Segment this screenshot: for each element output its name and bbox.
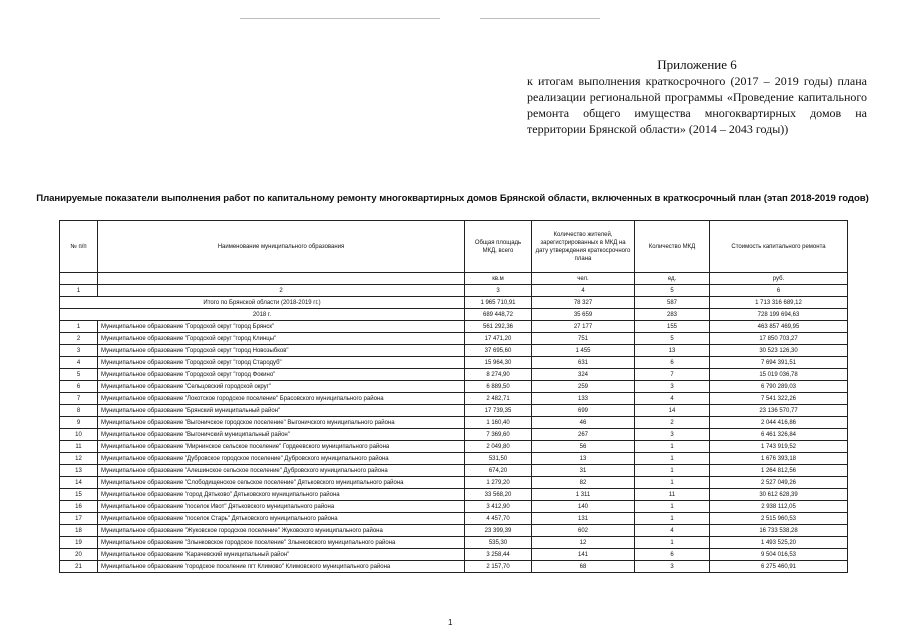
row-count: 1 [635,513,710,525]
row-area: 674,20 [465,465,532,477]
row-residents: 68 [532,561,635,573]
row-number: 21 [60,561,98,573]
row-area: 15 964,30 [465,357,532,369]
row-area: 17 739,35 [465,405,532,417]
col-number: 6 [710,285,848,297]
row-number: 16 [60,501,98,513]
row-cost: 1 743 919,52 [710,441,848,453]
row-cost: 463 857 469,95 [710,321,848,333]
row-area: 17 471,20 [465,333,532,345]
row-cost: 2 527 049,26 [710,477,848,489]
row-area: 3 412,90 [465,501,532,513]
col-number: 3 [465,285,532,297]
row-area: 3 258,44 [465,549,532,561]
row-residents: 12 [532,537,635,549]
col-header-residents: Количество жителей, зарегистрированных в МКД на дату утверждения краткосрочного плана [532,221,635,273]
total-cost: 1 713 316 689,12 [710,297,848,309]
row-cost: 2 515 960,53 [710,513,848,525]
row-name: Муниципальное образование "Выгоничское городское поселение" Выгоничского муниципального района [98,417,465,429]
table-row [60,321,848,333]
row-count: 2 [635,417,710,429]
row-name: Муниципальное образование "Дубровское городское поселение" Дубровского муниципального района [98,453,465,465]
col-number: 5 [635,285,710,297]
appendix-block [527,57,867,137]
row-cost: 7 541 322,26 [710,393,848,405]
row-count: 6 [635,357,710,369]
row-area: 531,50 [465,453,532,465]
unit-cell: кв.м [465,273,532,285]
row-number: 9 [60,417,98,429]
row-cost: 9 504 016,53 [710,549,848,561]
unit-cell [60,273,98,285]
row-number: 1 [60,321,98,333]
row-cost: 1 264 812,56 [710,465,848,477]
row-cost: 23 136 570,77 [710,405,848,417]
table-row [60,441,848,453]
row-number: 12 [60,453,98,465]
row-area: 1 160,40 [465,417,532,429]
row-cost: 6 461 326,84 [710,429,848,441]
row-area: 37 695,60 [465,345,532,357]
row-name: Муниципальное образование "городское поселение пгт Климово" Климовского муниципального района [98,561,465,573]
year-residents: 35 659 [532,309,635,321]
total-area: 1 965 710,91 [465,297,532,309]
row-count: 1 [635,477,710,489]
row-count: 3 [635,381,710,393]
col-number: 2 [98,285,465,297]
unit-cell: ед. [635,273,710,285]
row-number: 11 [60,441,98,453]
row-residents: 140 [532,501,635,513]
row-name: Муниципальное образование "Слободищенское сельское поселение" Дятьковского муниципального района [98,477,465,489]
row-name: Муниципальное образование "Городской округ "город Клинцы" [98,333,465,345]
row-count: 3 [635,429,710,441]
row-area: 33 568,20 [465,489,532,501]
scan-artifact [480,18,600,19]
row-count: 1 [635,453,710,465]
row-name: Муниципальное образование "Брянский муниципальный район" [98,405,465,417]
row-count: 1 [635,465,710,477]
row-count: 14 [635,405,710,417]
row-residents: 46 [532,417,635,429]
row-cost: 16 733 538,28 [710,525,848,537]
row-residents: 82 [532,477,635,489]
row-area: 2 482,71 [465,393,532,405]
row-area: 4 457,70 [465,513,532,525]
col-header-number: № п/п [60,221,98,273]
row-area: 1 279,20 [465,477,532,489]
row-name: Муниципальное образование "Злынковское городское поселение" Злынковского муниципального района [98,537,465,549]
row-cost: 6 790 289,03 [710,381,848,393]
table-row [60,501,848,513]
row-number: 3 [60,345,98,357]
row-residents: 56 [532,441,635,453]
table-row [60,465,848,477]
row-residents: 631 [532,357,635,369]
row-area: 2 049,80 [465,441,532,453]
col-header-count: Количество МКД [635,221,710,273]
column-numbers-row [60,285,848,297]
row-cost: 30 523 126,30 [710,345,848,357]
row-number: 15 [60,489,98,501]
row-name: Муниципальное образование "Городской округ "город Фокино" [98,369,465,381]
row-residents: 1 455 [532,345,635,357]
row-number: 6 [60,381,98,393]
row-cost: 2 044 416,86 [710,417,848,429]
row-cost: 30 612 628,39 [710,489,848,501]
row-name: Муниципальное образование "Мирнинское сельское поселение" Гордеевского муниципального района [98,441,465,453]
table-row [60,345,848,357]
col-header-area: Общая площадь МКД, всего [465,221,532,273]
table-row [60,489,848,501]
row-number: 13 [60,465,98,477]
row-number: 18 [60,525,98,537]
row-area: 8 274,90 [465,369,532,381]
row-residents: 27 177 [532,321,635,333]
table-row [60,513,848,525]
row-cost: 15 019 036,78 [710,369,848,381]
row-cost: 7 694 391,51 [710,357,848,369]
row-name: Муниципальное образование "Алешинское сельское поселение" Дубровского муниципального района [98,465,465,477]
col-header-name: Наименование муниципального образования [98,221,465,273]
row-residents: 141 [532,549,635,561]
row-name: Муниципальное образование "Городской округ "город Брянск" [98,321,465,333]
table-row [60,369,848,381]
row-name: Муниципальное образование "Сельцовский городской округ" [98,381,465,393]
row-cost: 2 938 112,05 [710,501,848,513]
appendix-text: к итогам выполнения краткосрочного (2017 – 2019 годы) плана реализации региональной программы «Проведение капитального ремонта общего имущества многоквартирных домов на территории Брянской области» (2014 – 2043 годы)) [527,74,867,136]
row-number: 7 [60,393,98,405]
table-row [60,393,848,405]
table-row [60,429,848,441]
row-number: 14 [60,477,98,489]
year-row [60,309,848,321]
table-row [60,381,848,393]
page-number: 1 [448,618,453,627]
table-row [60,453,848,465]
row-residents: 1 311 [532,489,635,501]
table-row [60,477,848,489]
col-number: 4 [532,285,635,297]
row-count: 6 [635,549,710,561]
row-residents: 751 [532,333,635,345]
row-residents: 133 [532,393,635,405]
table-row [60,525,848,537]
table-row [60,357,848,369]
year-label: 2018 г. [60,309,465,321]
row-residents: 131 [532,513,635,525]
unit-cell: чел. [532,273,635,285]
row-cost: 1 676 393,18 [710,453,848,465]
unit-cell: руб. [710,273,848,285]
row-number: 4 [60,357,98,369]
total-residents: 78 327 [532,297,635,309]
scan-artifact [240,18,440,19]
unit-cell [98,273,465,285]
row-residents: 324 [532,369,635,381]
row-count: 4 [635,393,710,405]
row-count: 4 [635,525,710,537]
total-label: Итого по Брянской области (2018-2019 гг.) [60,297,465,309]
row-name: Муниципальное образование "поселок Ивот" Дятьковского муниципального района [98,501,465,513]
year-count: 283 [635,309,710,321]
row-residents: 13 [532,453,635,465]
units-row [60,273,848,285]
row-count: 5 [635,333,710,345]
row-residents: 259 [532,381,635,393]
table-row [60,561,848,573]
row-name: Муниципальное образование "Городской округ "город Новозыбков" [98,345,465,357]
row-count: 7 [635,369,710,381]
table-heading: Планируемые показатели выполнения работ по капитальному ремонту многоквартирных домов Брянской области, включенных в краткосрочный план (этап 2018-2019 годов) [36,193,869,204]
col-header-cost: Стоимость капитального ремонта [710,221,848,273]
row-area: 23 399,39 [465,525,532,537]
row-cost: 17 850 703,27 [710,333,848,345]
row-number: 10 [60,429,98,441]
col-number: 1 [60,285,98,297]
row-name: Муниципальное образование "Жуковское городское поселение" Жуковского муниципального района [98,525,465,537]
row-count: 1 [635,501,710,513]
total-count: 587 [635,297,710,309]
row-area: 7 369,60 [465,429,532,441]
row-name: Муниципальное образование "город Дятьково" Дятьковского муниципального района [98,489,465,501]
row-cost: 1 493 525,20 [710,537,848,549]
indicators-table [59,220,848,573]
row-number: 8 [60,405,98,417]
row-residents: 31 [532,465,635,477]
row-name: Муниципальное образование "Карачевский муниципальный район" [98,549,465,561]
row-name: Муниципальное образование "поселок Старь" Дятьковского муниципального района [98,513,465,525]
row-area: 2 157,70 [465,561,532,573]
row-number: 17 [60,513,98,525]
row-count: 3 [635,561,710,573]
row-area: 6 889,50 [465,381,532,393]
row-name: Муниципальное образование "Выгоничский муниципальный район" [98,429,465,441]
table-row [60,549,848,561]
row-number: 19 [60,537,98,549]
row-count: 13 [635,345,710,357]
table-row [60,333,848,345]
row-name: Муниципальное образование "Локотское городское поселение" Брасовского муниципального района [98,393,465,405]
row-area: 535,30 [465,537,532,549]
row-residents: 267 [532,429,635,441]
row-number: 5 [60,369,98,381]
row-number: 2 [60,333,98,345]
table-row [60,537,848,549]
row-count: 1 [635,441,710,453]
row-residents: 602 [532,525,635,537]
table-row [60,405,848,417]
row-count: 11 [635,489,710,501]
row-area: 561 292,36 [465,321,532,333]
table-row [60,417,848,429]
row-cost: 6 275 460,91 [710,561,848,573]
appendix-title: Приложение 6 [657,57,737,72]
row-number: 20 [60,549,98,561]
row-count: 1 [635,537,710,549]
year-cost: 728 199 694,63 [710,309,848,321]
year-area: 689 448,72 [465,309,532,321]
row-residents: 699 [532,405,635,417]
header-row [60,221,848,273]
row-name: Муниципальное образование "Городской округ "город Стародуб" [98,357,465,369]
row-count: 155 [635,321,710,333]
total-row [60,297,848,309]
